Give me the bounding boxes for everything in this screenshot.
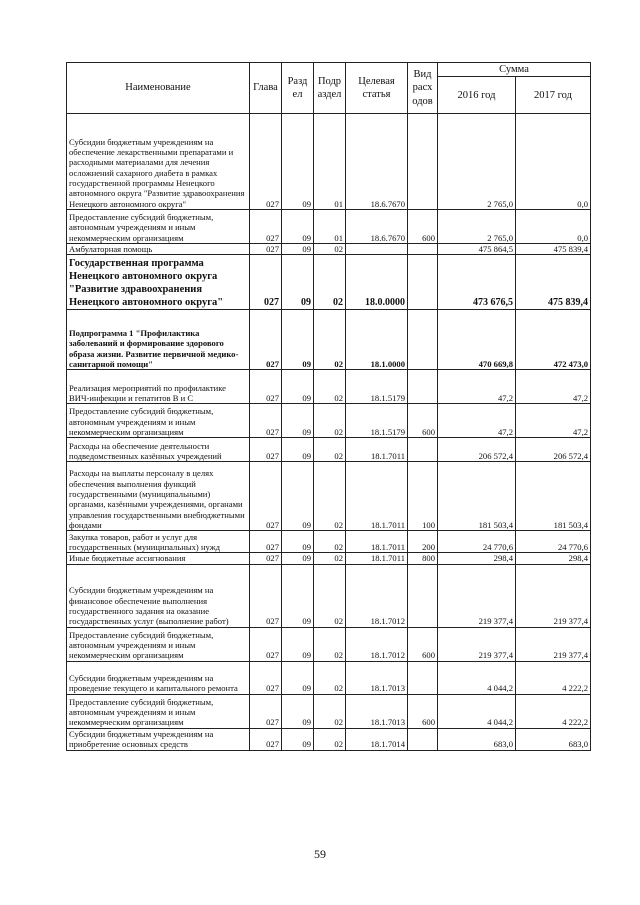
row-vid xyxy=(408,114,438,210)
row-razdel: 09 xyxy=(282,462,314,531)
row-glava: 027 xyxy=(250,310,282,370)
row-razdel: 09 xyxy=(282,564,314,627)
row-y2017: 475 839,4 xyxy=(516,244,591,255)
table-row xyxy=(67,310,591,370)
header-name: Наименование xyxy=(67,63,250,114)
row-statya xyxy=(346,244,408,255)
row-statya: 18.1.7011 xyxy=(346,462,408,531)
row-name: Закупка товаров, работ и услуг для государственных (муниципальных) нужд xyxy=(67,531,250,553)
row-y2017: 472 473,0 xyxy=(516,310,591,370)
row-glava: 027 xyxy=(250,438,282,462)
row-y2016: 4 044,2 xyxy=(438,661,516,694)
row-y2016: 2 765,0 xyxy=(438,114,516,210)
row-y2016: 219 377,4 xyxy=(438,627,516,661)
row-vid xyxy=(408,438,438,462)
row-razdel: 09 xyxy=(282,728,314,750)
row-statya: 18.1.7013 xyxy=(346,694,408,728)
row-name: Государственная программа Ненецкого автономного округа "Развитие здравоохранения Ненецкого автономного округа" xyxy=(67,255,250,310)
row-y2017: 0,0 xyxy=(516,210,591,244)
row-vid: 800 xyxy=(408,553,438,564)
table-row xyxy=(67,694,591,728)
row-podrazdel: 02 xyxy=(314,661,346,694)
row-y2016: 298,4 xyxy=(438,553,516,564)
row-razdel: 09 xyxy=(282,370,314,404)
table-row xyxy=(67,553,591,564)
table-row xyxy=(67,531,591,553)
row-name: Предоставление субсидий бюджетным, автономным учреждениям и иным некоммерческим организациям xyxy=(67,210,250,244)
row-y2017: 4 222,2 xyxy=(516,661,591,694)
row-name: Иные бюджетные ассигнования xyxy=(67,553,250,564)
table-row xyxy=(67,210,591,244)
row-statya: 18.6.7670 xyxy=(346,210,408,244)
row-vid: 600 xyxy=(408,694,438,728)
row-name: Предоставление субсидий бюджетным, автономным учреждениям и иным некоммерческим организациям xyxy=(67,404,250,438)
row-statya: 18.0.0000 xyxy=(346,255,408,310)
row-name: Субсидии бюджетным учреждениям на проведение текущего и капитального ремонта xyxy=(67,661,250,694)
row-glava: 027 xyxy=(250,462,282,531)
row-vid: 200 xyxy=(408,531,438,553)
table-row xyxy=(67,255,591,310)
row-podrazdel: 02 xyxy=(314,244,346,255)
row-razdel: 09 xyxy=(282,661,314,694)
row-podrazdel: 02 xyxy=(314,553,346,564)
row-name: Реализация мероприятий по профилактике ВИЧ-инфекции и гепатитов В и С xyxy=(67,370,250,404)
row-glava: 027 xyxy=(250,553,282,564)
row-razdel: 09 xyxy=(282,438,314,462)
header-podrazdel: Подр аздел xyxy=(314,63,346,114)
row-y2017: 47,2 xyxy=(516,404,591,438)
row-razdel: 09 xyxy=(282,627,314,661)
row-podrazdel: 02 xyxy=(314,310,346,370)
row-razdel: 09 xyxy=(282,255,314,310)
row-glava: 027 xyxy=(250,370,282,404)
row-razdel: 09 xyxy=(282,244,314,255)
row-statya: 18.1.7011 xyxy=(346,438,408,462)
row-statya: 18.6.7670 xyxy=(346,114,408,210)
table-row xyxy=(67,438,591,462)
row-podrazdel: 02 xyxy=(314,370,346,404)
row-name: Подпрограмма 1 "Профилактика заболеваний и формирование здорового образа жизни. Развитие первичной медико-санитарной помощи" xyxy=(67,310,250,370)
row-statya: 18.1.7011 xyxy=(346,553,408,564)
row-y2017: 219 377,4 xyxy=(516,627,591,661)
table-row xyxy=(67,404,591,438)
row-name: Расходы на выплаты персоналу в целях обеспечения выполнения функций государственными (муниципальными) органами, казёнными учреждениями, органами управления государственными внебюджетными фондами xyxy=(67,462,250,531)
row-statya: 18.1.7014 xyxy=(346,728,408,750)
row-y2017: 683,0 xyxy=(516,728,591,750)
row-vid xyxy=(408,244,438,255)
row-y2016: 47,2 xyxy=(438,370,516,404)
row-glava: 027 xyxy=(250,728,282,750)
table-row xyxy=(67,244,591,255)
row-glava: 027 xyxy=(250,404,282,438)
row-name: Субсидии бюджетным учреждениям на приобретение основных средств xyxy=(67,728,250,750)
row-glava: 027 xyxy=(250,661,282,694)
row-vid: 100 xyxy=(408,462,438,531)
row-name: Предоставление субсидий бюджетным, автономным учреждениям и иным некоммерческим организациям xyxy=(67,627,250,661)
table-row xyxy=(67,564,591,627)
row-vid xyxy=(408,564,438,627)
row-podrazdel: 02 xyxy=(314,728,346,750)
row-y2016: 475 864,5 xyxy=(438,244,516,255)
row-statya: 18.1.5179 xyxy=(346,404,408,438)
row-y2017: 219 377,4 xyxy=(516,564,591,627)
row-podrazdel: 01 xyxy=(314,114,346,210)
row-razdel: 09 xyxy=(282,114,314,210)
row-y2016: 4 044,2 xyxy=(438,694,516,728)
row-glava: 027 xyxy=(250,255,282,310)
row-glava: 027 xyxy=(250,564,282,627)
row-name: Амбулаторная помощь xyxy=(67,244,250,255)
budget-table xyxy=(66,62,591,751)
row-vid: 600 xyxy=(408,404,438,438)
row-podrazdel: 01 xyxy=(314,210,346,244)
row-name: Субсидии бюджетным учреждениям на финансовое обеспечение выполнения государственного задания на оказание государственных услуг (выполнение работ) xyxy=(67,564,250,627)
header-2017: 2017 год xyxy=(516,77,591,114)
row-statya: 18.1.5179 xyxy=(346,370,408,404)
row-podrazdel: 02 xyxy=(314,627,346,661)
page-number: 59 xyxy=(314,847,326,861)
table-row xyxy=(67,728,591,750)
header-statya: Целевая статья xyxy=(346,63,408,114)
row-statya: 18.1.7012 xyxy=(346,627,408,661)
row-glava: 027 xyxy=(250,244,282,255)
row-statya: 18.1.7011 xyxy=(346,531,408,553)
table-row xyxy=(67,370,591,404)
row-y2016: 473 676,5 xyxy=(438,255,516,310)
row-y2016: 24 770,6 xyxy=(438,531,516,553)
row-vid xyxy=(408,661,438,694)
row-y2017: 181 503,4 xyxy=(516,462,591,531)
header-razdel: Разд ел xyxy=(282,63,314,114)
row-y2016: 47,2 xyxy=(438,404,516,438)
row-y2016: 181 503,4 xyxy=(438,462,516,531)
row-razdel: 09 xyxy=(282,553,314,564)
header-vid: Вид расх одов xyxy=(408,63,438,114)
table-row xyxy=(67,661,591,694)
table-row xyxy=(67,627,591,661)
row-podrazdel: 02 xyxy=(314,564,346,627)
row-y2016: 470 669,8 xyxy=(438,310,516,370)
row-statya: 18.1.7013 xyxy=(346,661,408,694)
row-glava: 027 xyxy=(250,531,282,553)
row-y2017: 47,2 xyxy=(516,370,591,404)
row-y2016: 206 572,4 xyxy=(438,438,516,462)
row-podrazdel: 02 xyxy=(314,694,346,728)
table-row xyxy=(67,462,591,531)
row-vid xyxy=(408,728,438,750)
row-y2017: 475 839,4 xyxy=(516,255,591,310)
row-y2017: 206 572,4 xyxy=(516,438,591,462)
row-y2016: 2 765,0 xyxy=(438,210,516,244)
row-glava: 027 xyxy=(250,627,282,661)
row-name: Предоставление субсидий бюджетным, автономным учреждениям и иным некоммерческим организациям xyxy=(67,694,250,728)
row-podrazdel: 02 xyxy=(314,438,346,462)
row-podrazdel: 02 xyxy=(314,531,346,553)
row-statya: 18.1.7012 xyxy=(346,564,408,627)
row-y2017: 0,0 xyxy=(516,114,591,210)
row-y2017: 24 770,6 xyxy=(516,531,591,553)
header-2016: 2016 год xyxy=(438,77,516,114)
row-y2016: 219 377,4 xyxy=(438,564,516,627)
row-glava: 027 xyxy=(250,210,282,244)
row-name: Субсидии бюджетным учреждениям на обеспечение лекарственными препаратами и расходными материалами для лечения осложнений сахарного диабета в рамках государственной программы Ненецкого автономного округа "Развитие здравоохранения Ненецкого автономного округа" xyxy=(67,114,250,210)
row-name: Расходы на обеспечение деятельности подведомственных казённых учреждений xyxy=(67,438,250,462)
row-y2017: 4 222,2 xyxy=(516,694,591,728)
header-glava: Глава xyxy=(250,63,282,114)
row-glava: 027 xyxy=(250,694,282,728)
row-razdel: 09 xyxy=(282,404,314,438)
row-vid xyxy=(408,310,438,370)
row-vid xyxy=(408,255,438,310)
table-row xyxy=(67,114,591,210)
row-vid: 600 xyxy=(408,627,438,661)
row-y2016: 683,0 xyxy=(438,728,516,750)
row-podrazdel: 02 xyxy=(314,462,346,531)
row-podrazdel: 02 xyxy=(314,255,346,310)
row-razdel: 09 xyxy=(282,694,314,728)
row-razdel: 09 xyxy=(282,210,314,244)
row-y2017: 298,4 xyxy=(516,553,591,564)
row-podrazdel: 02 xyxy=(314,404,346,438)
row-vid: 600 xyxy=(408,210,438,244)
row-glava: 027 xyxy=(250,114,282,210)
row-vid xyxy=(408,370,438,404)
row-razdel: 09 xyxy=(282,310,314,370)
row-razdel: 09 xyxy=(282,531,314,553)
row-statya: 18.1.0000 xyxy=(346,310,408,370)
header-summa: Сумма xyxy=(438,63,591,77)
